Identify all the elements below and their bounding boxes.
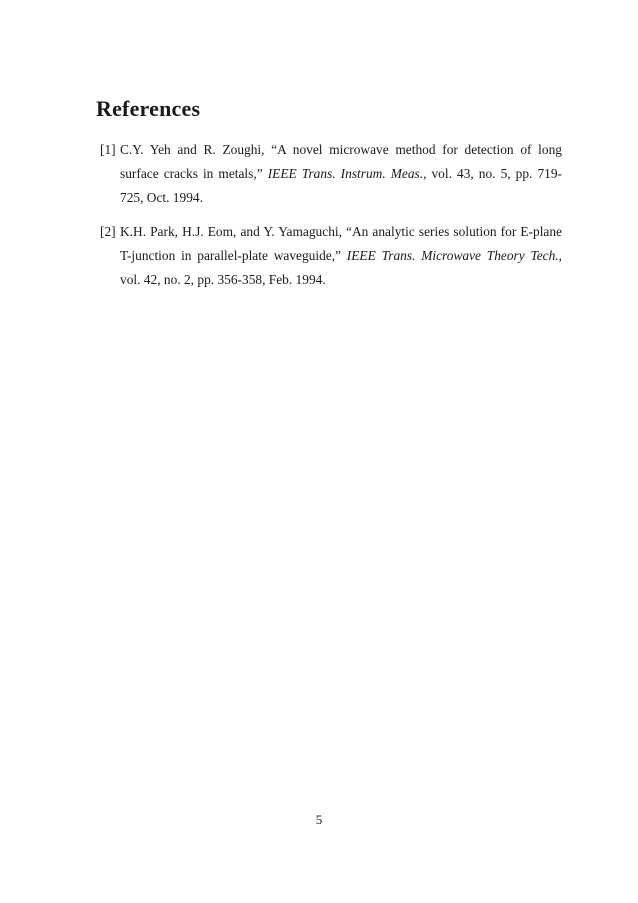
- reference-text: [120, 142, 562, 205]
- reference-authors: C.Y. Yeh and R. Zoughi,: [120, 142, 272, 157]
- reference-list: [100, 138, 562, 302]
- reference-venue: IEEE Trans. Microwave Theory Tech.: [346, 248, 559, 263]
- reference-title: “An analytic series solution for E-plane T-junction in parallel-plate waveguide,”: [120, 224, 562, 263]
- reference-number: [2]: [100, 224, 116, 239]
- reference-title: “A novel microwave method for detection of long surface cracks in metals,”: [120, 142, 562, 181]
- reference-item-2: [100, 220, 562, 292]
- reference-text: [120, 224, 562, 287]
- reference-item-1: [100, 138, 562, 210]
- reference-details: , vol. 42, no. 2, pp. 356-358, Feb. 1994.: [120, 248, 562, 287]
- page-number: 5: [315, 812, 323, 827]
- reference-venue: IEEE Trans. Instrum. Meas.: [267, 166, 424, 181]
- reference-authors: K.H. Park, H.J. Eom, and Y. Yamaguchi,: [120, 224, 347, 239]
- reference-details: , vol. 43, no. 5, pp. 719-725, Oct. 1994.: [120, 166, 562, 205]
- reference-number: [1]: [100, 142, 116, 157]
- section-title: References: [96, 96, 201, 121]
